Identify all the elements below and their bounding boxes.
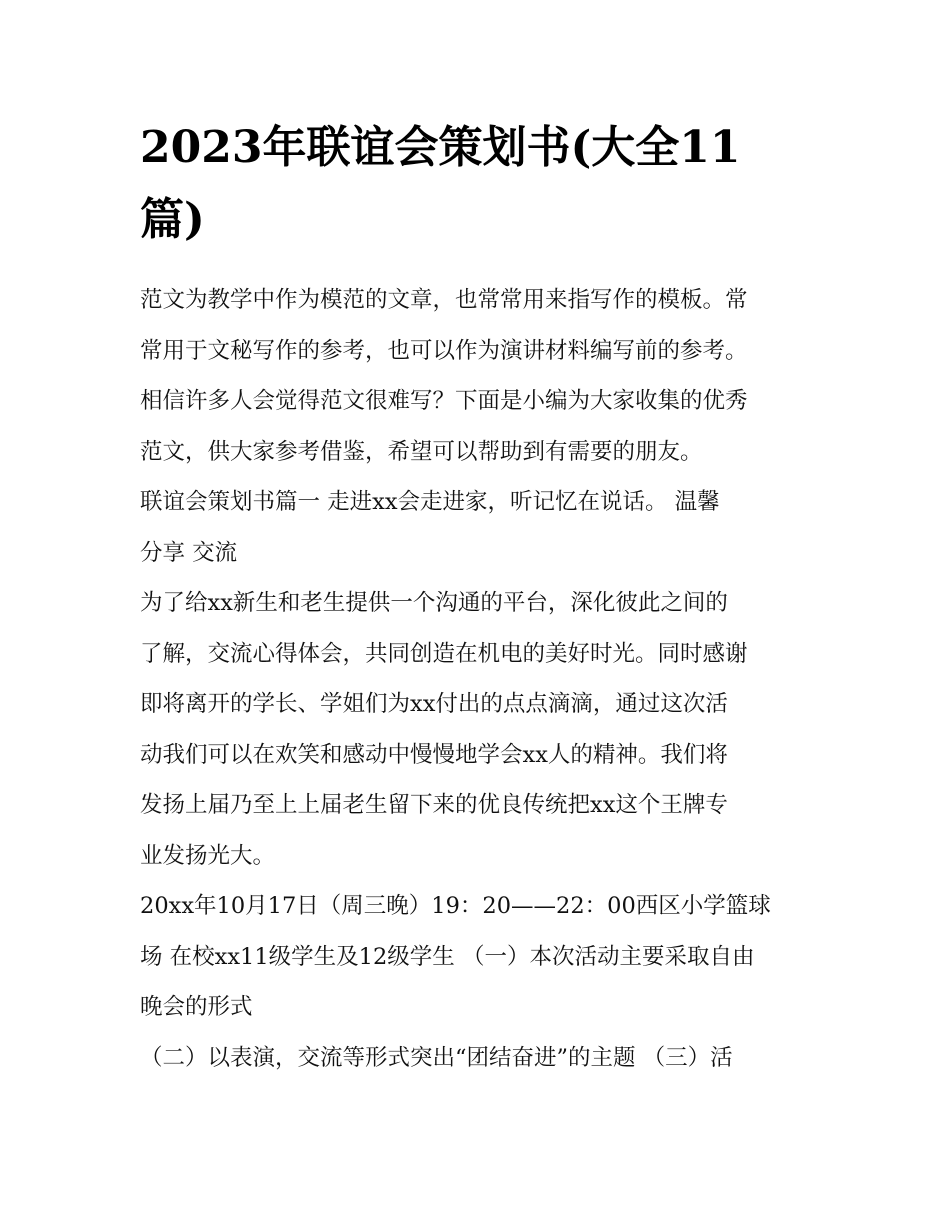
document-title (140, 112, 820, 256)
text-line: 常用于文秘写作的参考，也可以作为演讲材料编写前的参考。 (140, 337, 748, 364)
text-line: 场 在校xx11级学生及12级学生 （一）本次活动主要采取自由 (140, 943, 755, 970)
title-line: 2023年联谊会策划书(大全11 (140, 122, 741, 173)
text-line: 发扬上届乃至上上届老生留下来的优良传统把xx这个王牌专 (140, 792, 728, 818)
text-line: （二）以表演，交流等形式突出“团结奋进”的主题 （三）活 (140, 1045, 733, 1071)
body-paragraph (140, 578, 820, 881)
text-line: 联谊会策划书篇一 走进xx会走进家，听记忆在说话。 温馨 (140, 489, 720, 515)
event-details-paragraph (140, 881, 820, 1033)
text-line: 20xx年10月17日（周三晚）19：20——22：00西区小学篮球 (140, 893, 771, 919)
section-heading (140, 477, 820, 578)
text-line: 范文为教学中作为模范的文章，也常常用来指写作的模板。常 (140, 287, 748, 313)
title-line: 篇) (140, 194, 205, 245)
intro-paragraph (140, 275, 820, 477)
text-line: 了解，交流心得体会，共同创造在机电的美好时光。同时感谢 (140, 640, 748, 667)
text-line: 相信许多人会觉得范文很难写？下面是小编为大家收集的优秀 (140, 388, 748, 414)
text-line: 分享 交流 (140, 539, 238, 566)
text-line: 范文，供大家参考借鉴，希望可以帮助到有需要的朋友。 (140, 438, 703, 465)
text-line: 动我们可以在欢笑和感动中慢慢地学会xx人的精神。我们将 (140, 741, 728, 768)
text-line: 业发扬光大。 (140, 842, 276, 869)
text-line: 即将离开的学长、学姐们为xx付出的点点滴滴，通过这次活 (140, 691, 728, 717)
text-line: 晚会的形式 (140, 994, 253, 1020)
body-paragraph (140, 1033, 820, 1084)
text-line: 为了给xx新生和老生提供一个沟通的平台，深化彼此之间的 (140, 590, 728, 616)
